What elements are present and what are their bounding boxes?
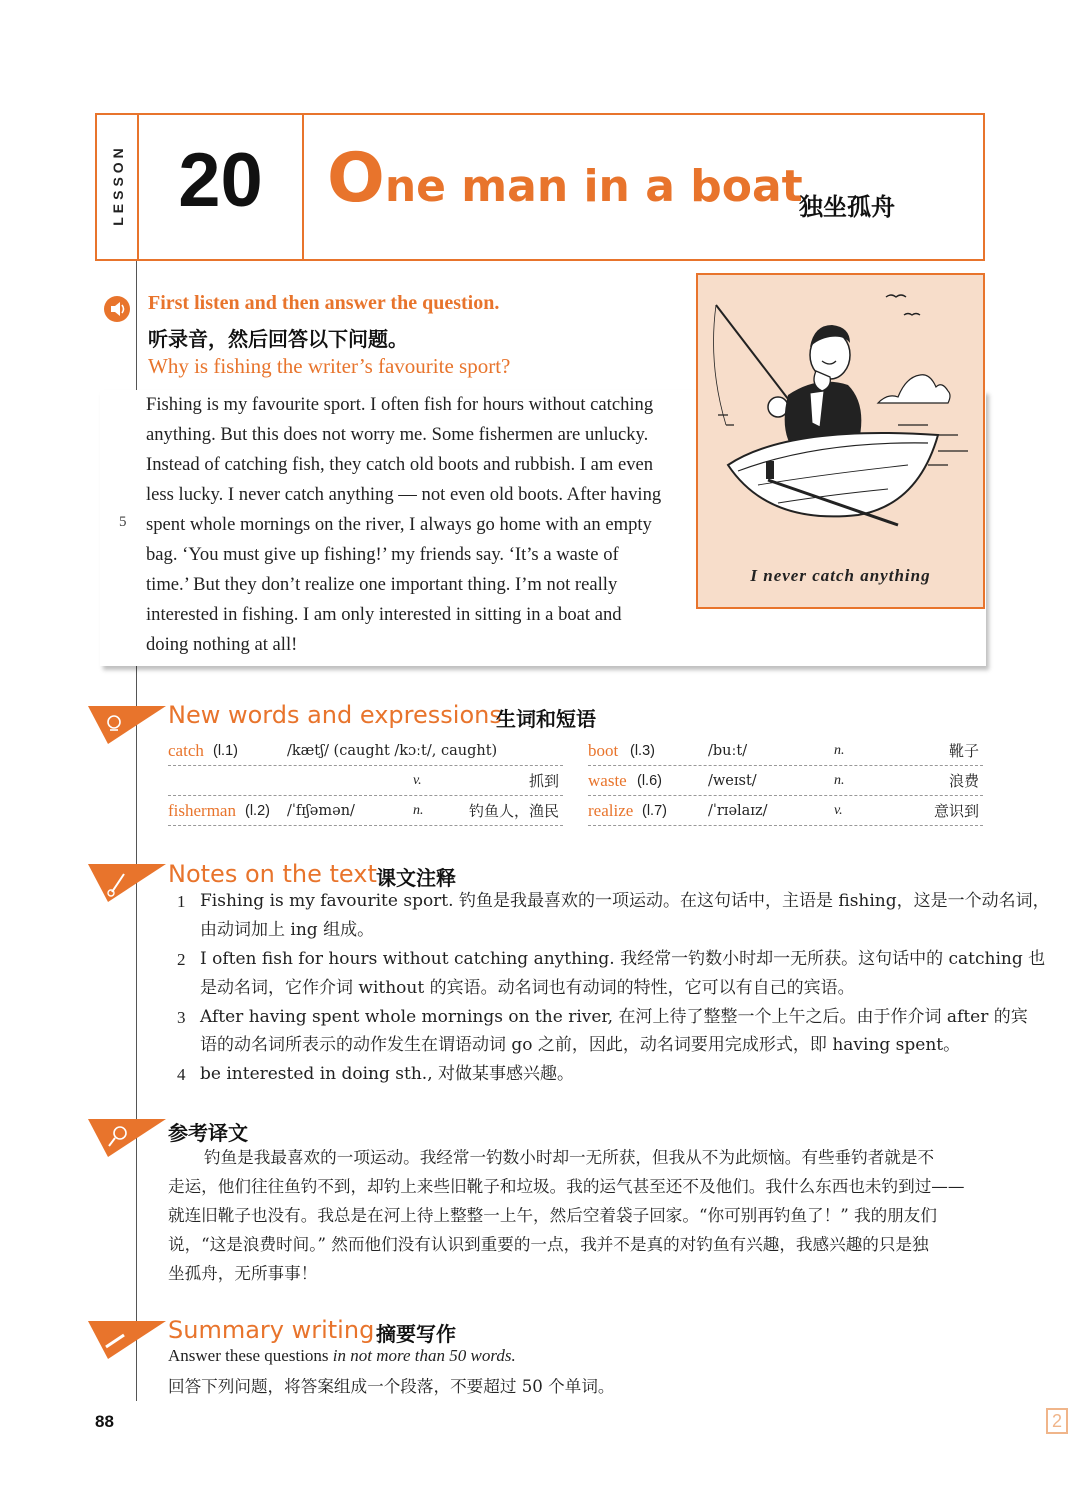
- translation-line: 坐孤舟，无所事事！: [168, 1264, 318, 1283]
- notes-heading: Notes on the text: [168, 860, 377, 888]
- notes-heading-cn: 课文注释: [376, 866, 456, 890]
- summary-instruction-text: Answer these questions: [168, 1346, 333, 1365]
- vocab-line-ref: (l.2): [245, 803, 270, 819]
- corner-tab: 2: [1046, 1408, 1068, 1434]
- story-line: interested in fishing. I am only interested in sitting in a boat and: [146, 604, 622, 625]
- line-number-marker: 5: [119, 514, 127, 530]
- vocab-phonetic: /ˈfɪʃəmən/: [287, 803, 355, 819]
- summary-instruction-en: [168, 1346, 516, 1366]
- lesson-title-cn: 独坐孤舟: [799, 193, 895, 221]
- story-line: anything. But this does not worry me. Some fishermen are unlucky.: [146, 424, 649, 445]
- translation-line: 就连旧靴子也没有。我总是在河上待上整整一上午，然后空着袋子回家。“你可别再钓鱼了！” 我的朋友们: [168, 1206, 937, 1225]
- vocab-meaning: 钓鱼人，渔民: [468, 802, 559, 820]
- note-line: Fishing is my favourite sport. 钓鱼是我最喜欢的一项运动。在这句话中，主语是 fishing，这是一个动名词，: [200, 891, 1050, 911]
- vocab-word: waste: [588, 771, 627, 790]
- summary-heading: Summary writing: [168, 1316, 375, 1344]
- magnifier-icon: [88, 1113, 166, 1159]
- story-line: spent whole mornings on the river, I always go home with an empty: [146, 514, 652, 535]
- vocab-pos: n.: [413, 803, 424, 818]
- story-line: doing nothing at all!: [146, 634, 298, 655]
- vocab-line-ref: (l.7): [642, 803, 667, 819]
- fisherman-boat-illustration: [698, 275, 983, 565]
- story-line: less lucky. I never catch anything — not even old boots. After having: [146, 484, 662, 505]
- new-words-heading: New words and expressions: [168, 701, 502, 729]
- vocab-row: [588, 797, 983, 826]
- note-line: 由动词加上 ing 组成。: [200, 920, 375, 940]
- illustration-caption: I never catch anything: [750, 566, 931, 585]
- pen-icon: [88, 858, 166, 904]
- vocab-pos: v.: [413, 773, 422, 788]
- note-line: I often fish for hours without catching anything. 我经常一钓数小时却一无所获。这句话中的 catching 也: [200, 949, 1046, 969]
- note-line: 是动名词，它作介词 without 的宾语。动名词也有动词的特性，它可以有自己的宾语。: [200, 978, 855, 998]
- summary-instruction-limit: in not more than 50 words.: [332, 1346, 516, 1365]
- translation-line: 走运，他们往往鱼钓不到，却钓上来些旧靴子和垃圾。我的运气甚至还不及他们。我什么东西也未钓到过——: [168, 1177, 965, 1196]
- note-number: 3: [177, 1008, 186, 1027]
- listen-instruction-en: First listen and then answer the question.: [148, 292, 500, 314]
- story-line: Instead of catching fish, they catch old boots and rubbish. I am even: [146, 454, 654, 475]
- note-line: 语的动名词所表示的动作发生在谓语动词 go 之前，因此，动名词要用完成形式，即 having spent。: [200, 1035, 961, 1055]
- vocab-meaning: 抓到: [528, 772, 559, 790]
- vocab-phonetic: /weɪst/: [708, 773, 757, 789]
- lesson-header: [95, 113, 985, 261]
- note-line: After having spent whole mornings on the river, 在河上待了整整一个上午之后。由于作介词 after 的宾: [200, 1007, 1028, 1027]
- note-number: 2: [177, 950, 186, 969]
- summary-heading-cn: 摘要写作: [376, 1322, 456, 1346]
- new-words-heading-cn: 生词和短语: [496, 707, 596, 731]
- vocab-meaning: 浪费: [948, 772, 979, 790]
- translation-line: 钓鱼是我最喜欢的一项运动。我经常一钓数小时却一无所获，但我从不为此烦恼。有些垂钓者就是不: [204, 1148, 935, 1167]
- vocab-pos: n.: [834, 743, 845, 758]
- speaker-icon: [103, 295, 131, 323]
- story-text: [146, 390, 681, 660]
- lightbulb-icon: [88, 700, 166, 746]
- vocab-row: [588, 767, 983, 796]
- story-line: bag. ‘You must give up fishing!’ my friends say. ‘It’s a waste of: [146, 544, 619, 565]
- vocab-row: [168, 767, 563, 796]
- story-line: Fishing is my favourite sport. I often fish for hours without catching: [146, 394, 654, 415]
- pencil-icon: [88, 1315, 166, 1361]
- page-number: 88: [95, 1412, 114, 1431]
- story-line: time.’ But they don’t realize one important thing. I’m not really: [146, 574, 618, 595]
- vocab-row: [168, 797, 563, 826]
- translation-heading: 参考译文: [168, 1121, 248, 1145]
- vocab-row: [588, 737, 983, 766]
- vocab-phonetic: /ˈrɪəlaɪz/: [708, 803, 768, 819]
- lesson-label-text: LESSON: [110, 144, 127, 226]
- listen-question: Why is fishing the writer’s favourite sport?: [148, 354, 511, 378]
- vocab-word: realize: [588, 801, 634, 820]
- vocab-meaning: 靴子: [948, 742, 979, 760]
- vocab-row: [168, 737, 563, 766]
- vocab-meaning: 意识到: [933, 802, 979, 820]
- vocab-line-ref: (l.1): [213, 743, 238, 759]
- note-number: 4: [177, 1065, 186, 1084]
- vocab-word: fisherman: [168, 801, 236, 820]
- header-divider: [302, 115, 304, 259]
- lesson-label: [101, 135, 135, 235]
- vocab-line-ref: (l.6): [637, 773, 662, 789]
- summary-instruction-cn: 回答下列问题，将答案组成一个段落，不要超过 50 个单词。: [168, 1377, 615, 1396]
- vocab-pos: n.: [834, 773, 845, 788]
- vocab-phonetic: /buːt/: [708, 743, 748, 759]
- title-initial: O: [327, 139, 385, 218]
- vocab-word: boot: [588, 741, 619, 760]
- vocab-phonetic: /kætʃ/ (caught /kɔːt/, caught): [287, 743, 498, 759]
- lesson-title: [327, 139, 803, 218]
- translation-line: 说，“这是浪费时间。” 然而他们没有认识到重要的一点，我并不是真的对钓鱼有兴趣，我感兴趣的只是独: [168, 1235, 929, 1254]
- title-rest: ne man in a boat: [384, 161, 803, 212]
- vocab-pos: v.: [834, 803, 843, 818]
- lesson-number: 20: [178, 138, 263, 223]
- note-number: 1: [177, 892, 186, 911]
- vocab-word: catch: [168, 741, 204, 760]
- vocab-line-ref: (l.3): [630, 743, 655, 759]
- listen-instruction-cn: 听录音，然后回答以下问题。: [148, 327, 408, 351]
- illustration-panel: [696, 273, 985, 609]
- note-line: be interested in doing sth., 对做某事感兴趣。: [200, 1064, 575, 1084]
